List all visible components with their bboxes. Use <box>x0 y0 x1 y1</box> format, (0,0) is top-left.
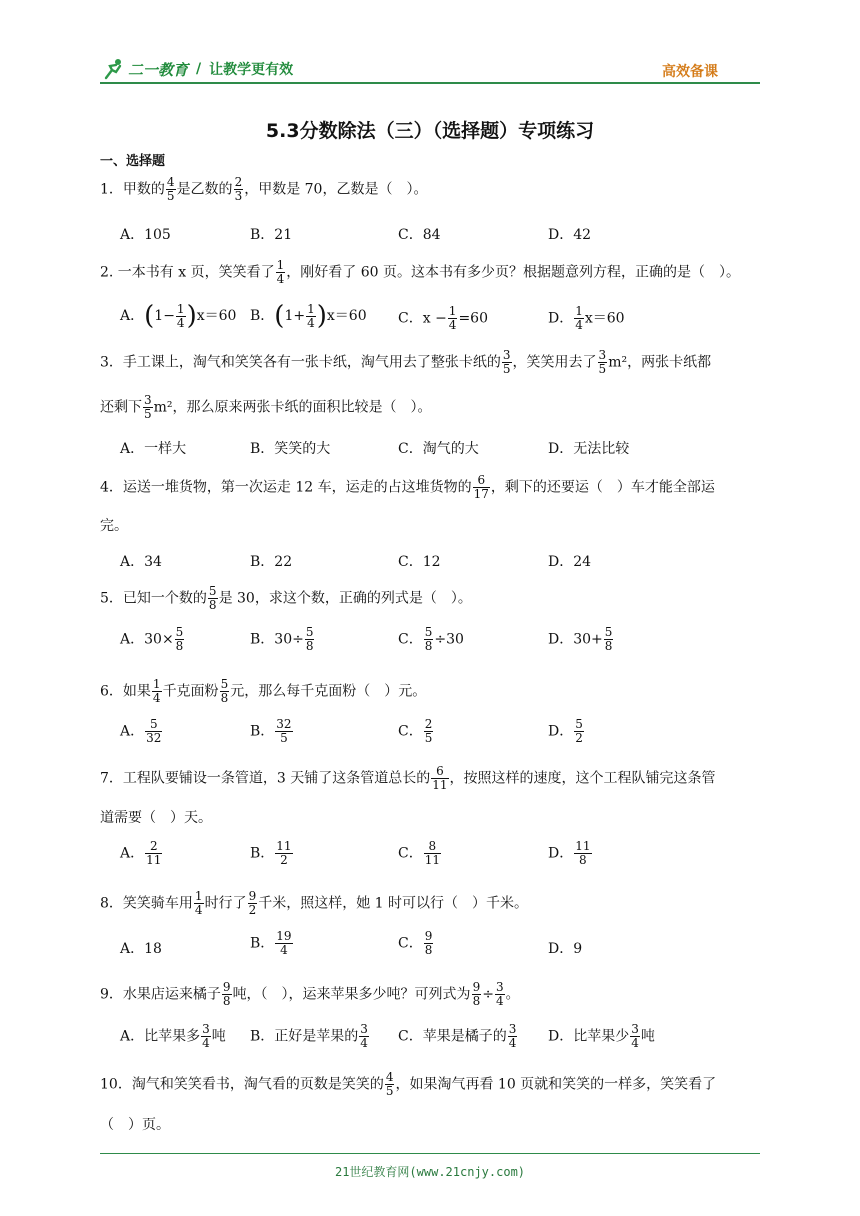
option-b[interactable]: B．笑笑的大 <box>250 441 331 457</box>
option-c[interactable]: C． $\frac{5}{8}$ ÷30 <box>398 625 464 653</box>
option-c[interactable]: C．苹果是橘子的 $\frac{3}{4}$ <box>398 1022 517 1050</box>
fraction: $\frac{1}{4}$ <box>152 677 161 705</box>
option-d[interactable]: D．无法比较 <box>548 441 630 457</box>
fraction: $\frac{1}{4}$ <box>194 889 203 917</box>
fraction: $\frac{5}{8}$ <box>220 677 229 705</box>
fraction: $\frac{4}{5}$ <box>385 1070 394 1098</box>
option-d[interactable]: D．9 <box>548 941 583 957</box>
fraction: $\frac{1}{4}$ <box>276 258 285 286</box>
option-b[interactable]: B．(1+ $\frac{1}{4}$ )x＝60 <box>250 301 367 331</box>
header-divider <box>100 82 760 84</box>
fraction: $\frac{9}{8}$ <box>472 980 481 1008</box>
section-heading: 一、选择题 <box>100 154 166 169</box>
option-b[interactable]: B．正好是苹果的 $\frac{3}{4}$ <box>250 1022 368 1050</box>
question-5: 5．已知一个数的 $\frac{5}{8}$ 是 30，求这个数，正确的列式是（ ）。 <box>100 584 472 612</box>
fraction: $\frac{3}{5}$ <box>598 348 607 376</box>
fraction: $\frac{3}{5}$ <box>144 393 152 421</box>
option-c[interactable]: C． $\frac{9}{8}$ <box>398 929 433 957</box>
brand-name: 二一教育 <box>128 60 189 79</box>
fraction: $\frac{6}{11}$ <box>432 764 448 792</box>
fraction: $\frac{9}{8}$ <box>222 980 231 1008</box>
fraction: $\frac{3}{5}$ <box>502 348 511 376</box>
question-1: 1．甲数的 $\frac{4}{5}$ 是乙数的 $\frac{2}{3}$ ，甲数是 70，乙数是（ ）。 <box>100 175 428 203</box>
question-2: 2. 一本书有 x 页，笑笑看了 $\frac{1}{4}$ ，刚好看了 60 页。这本书有多少页？根据题意列方程，正确的是（ ）。 <box>100 258 740 286</box>
header-right-label: 高效备课 <box>662 64 718 80</box>
option-d[interactable]: D． $\frac{11}{8}$ <box>548 839 591 867</box>
brand-logo <box>102 56 293 82</box>
option-c[interactable]: C．84 <box>398 227 441 243</box>
option-a[interactable]: A．比苹果多 $\frac{3}{4}$ 吨 <box>120 1022 226 1050</box>
question-3: 3．手工课上，淘气和笑笑各有一张卡纸，淘气用去了整张卡纸的 $\frac{3}{5}$ ，笑笑用去了 $\frac{3}{5}$ m²，两张卡纸都 <box>100 348 712 376</box>
question-4: 4．运送一堆货物，第一次运走 12 车，运走的占这堆货物的 $\frac{6}{17}$ ，剩下的还要运（ ）车才能全部运 <box>100 473 715 501</box>
question-7-line-2: 道需要（ ）天。 <box>100 810 212 826</box>
page-header <box>100 56 760 82</box>
question-10: 10．淘气和笑笑看书，淘气看的页数是笑笑的 $\frac{4}{5}$ ，如果淘气再看 10 页就和笑笑的一样多，笑笑看了 <box>100 1070 717 1098</box>
option-b[interactable]: B． $\frac{11}{2}$ <box>250 839 292 867</box>
question-7: 7．工程队要铺设一条管道，3 天铺了这条管道总长的 $\frac{6}{11}$ ，按照这样的速度，这个工程队铺完这条管 <box>100 764 716 792</box>
option-d[interactable]: D． $\frac{1}{4}$ x＝60 <box>548 304 625 332</box>
option-c[interactable]: C．淘气的大 <box>398 441 479 457</box>
option-a[interactable]: A．一样大 <box>120 441 187 457</box>
question-10-line-2: （ ）页。 <box>100 1117 170 1133</box>
brand-slogan: 让教学更有效 <box>209 62 294 78</box>
option-a[interactable]: A．34 <box>120 554 162 570</box>
page-title: 5.3分数除法（三）（选择题）专项练习 <box>265 120 595 142</box>
option-b[interactable]: B．21 <box>250 227 293 243</box>
fraction: $\frac{5}{8}$ <box>208 584 217 612</box>
question-3-line-2: 还剩下 $\frac{3}{5}$ m²，那么原来两张卡纸的面积比较是（ ）。 <box>100 393 432 421</box>
option-b[interactable]: B．30÷ $\frac{5}{8}$ <box>250 625 314 653</box>
page-footer: 21世纪教育网(www.21cnjy.com) <box>334 1165 526 1179</box>
option-b[interactable]: B． $\frac{32}{5}$ <box>250 717 292 745</box>
fraction: $\frac{2}{3}$ <box>234 175 243 203</box>
question-9: 9．水果店运来橘子 $\frac{9}{8}$ 吨，（ ），运来苹果多少吨？可列式为 $\frac{9}{8}$ ÷ $\frac{3}{4}$ 。 <box>100 980 520 1008</box>
header-slash: / <box>196 61 202 77</box>
option-a[interactable]: A．18 <box>120 941 162 957</box>
option-a[interactable]: A．105 <box>120 227 171 243</box>
option-b[interactable]: B． $\frac{19}{4}$ <box>250 929 292 957</box>
fraction: $\frac{9}{2}$ <box>248 889 257 917</box>
question-6: 6．如果 $\frac{1}{4}$ 千克面粉 $\frac{5}{8}$ 元，那么每千克面粉（ ）元。 <box>100 677 427 705</box>
option-b[interactable]: B．22 <box>250 554 293 570</box>
question-4-line-2: 完。 <box>100 518 128 534</box>
option-d[interactable]: D．42 <box>548 227 592 243</box>
option-a[interactable]: A．(1− $\frac{1}{4}$ )x＝60 <box>120 301 237 331</box>
option-c[interactable]: C． $\frac{2}{5}$ <box>398 717 433 745</box>
fraction: $\frac{4}{5}$ <box>166 175 175 203</box>
option-a[interactable]: A． $\frac{2}{11}$ <box>120 839 162 867</box>
option-a[interactable]: A．30× $\frac{5}{8}$ <box>120 625 184 653</box>
fraction: $\frac{3}{4}$ <box>495 980 504 1008</box>
footer-divider <box>100 1153 760 1154</box>
fraction: $\frac{6}{17}$ <box>473 473 489 501</box>
question-8: 8．笑笑骑车用 $\frac{1}{4}$ 时行了 $\frac{9}{2}$ 千米，照这样，她 1 时可以行（ ）千米。 <box>100 889 529 917</box>
runner-logo-icon <box>102 58 126 80</box>
option-d[interactable]: D． $\frac{5}{2}$ <box>548 717 583 745</box>
option-d[interactable]: D．24 <box>548 554 592 570</box>
option-c[interactable]: C．x − $\frac{1}{4}$ =60 <box>398 304 488 332</box>
option-c[interactable]: C．12 <box>398 554 441 570</box>
option-d[interactable]: D．比苹果少 $\frac{3}{4}$ 吨 <box>548 1022 655 1050</box>
option-a[interactable]: A． $\frac{5}{32}$ <box>120 717 162 745</box>
option-c[interactable]: C． $\frac{8}{11}$ <box>398 839 440 867</box>
option-d[interactable]: D．30+ $\frac{5}{8}$ <box>548 625 613 653</box>
